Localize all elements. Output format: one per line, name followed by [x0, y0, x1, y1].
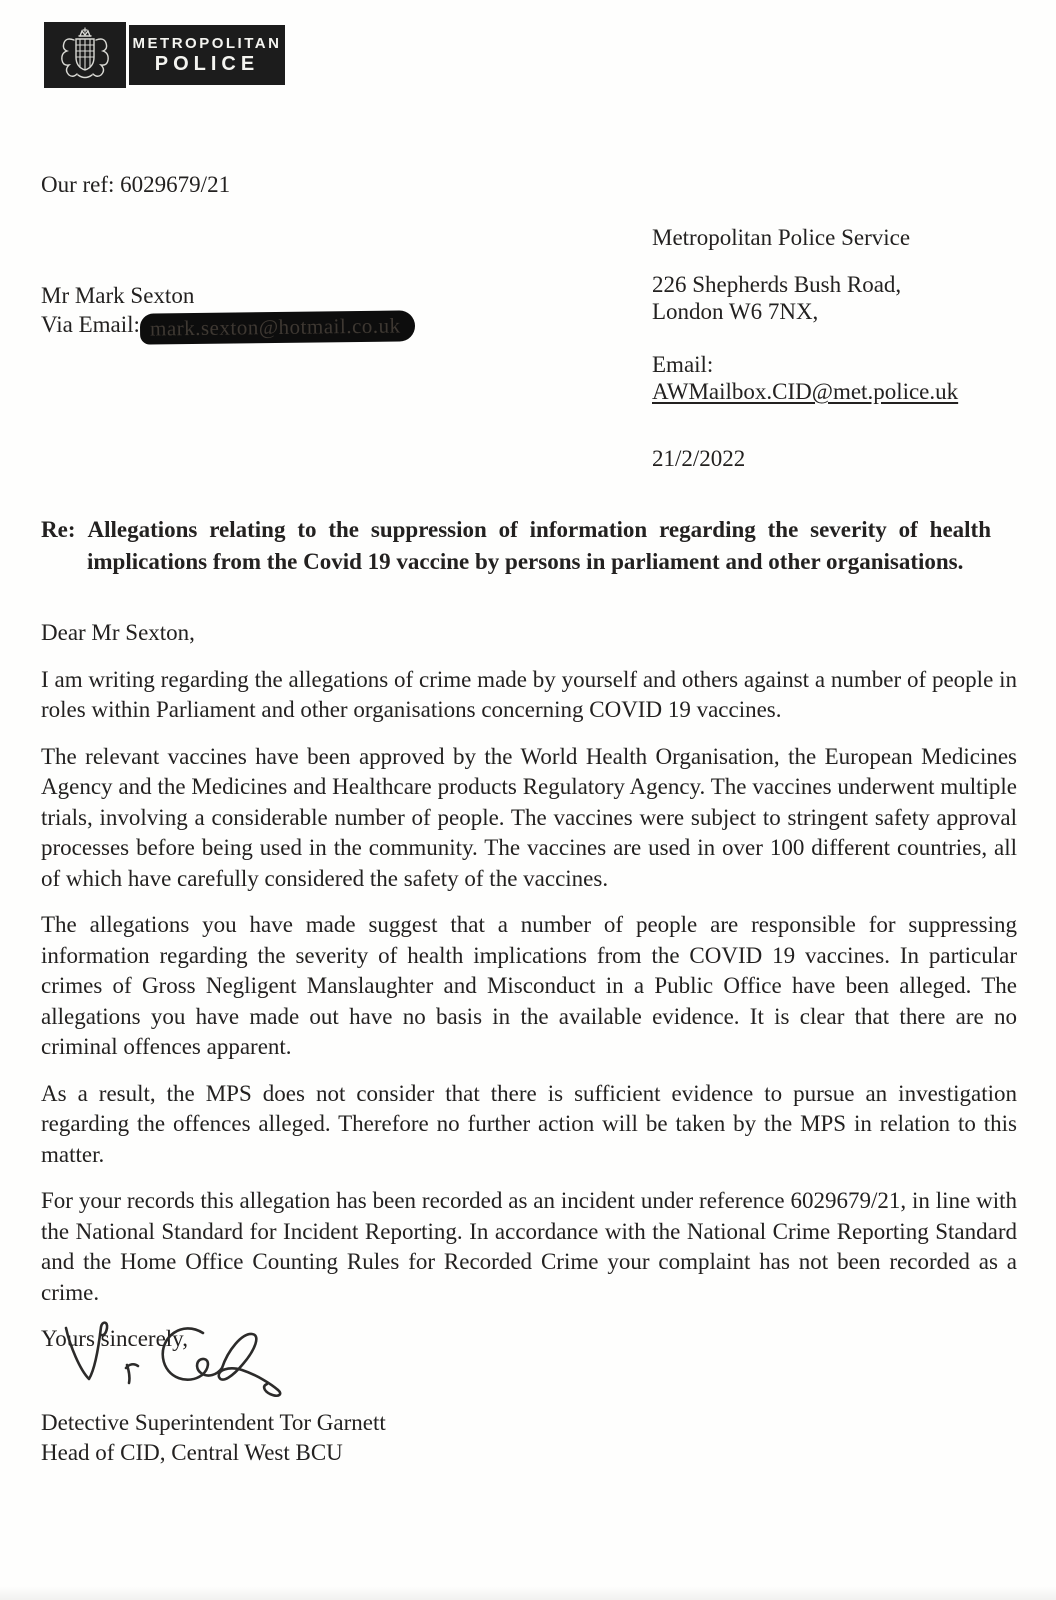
met-police-logo [44, 22, 285, 88]
letter-body [41, 618, 1017, 1371]
recipient-name: Mr Mark Sexton [41, 283, 195, 308]
subject-text: Allegations relating to the suppression of information regarding the severity of health implications from the Covid 19 vaccine by persons in parliament and other organisations. [87, 517, 991, 574]
body-paragraph: As a result, the MPS does not consider that there is sufficient evidence to pursue an investigation regarding the offences alleged. Therefore no further action will be taken by the MPS in relation to this matter. [41, 1080, 1017, 1167]
redaction-bar [140, 310, 415, 344]
logo-metropolitan-label: METROPOLITAN [132, 34, 282, 52]
body-paragraph: For your records this allegation has been recorded as an incident under reference 6029679/21, in line with the National Standard for Incident Reporting. In accordance with the National Crime Reporting Standard and the Home Office Counting Rules for Recorded Crime your complaint has not been recorded as a crime. [41, 1188, 1017, 1305]
body-paragraph: I am writing regarding the allegations of crime made by yourself and others against a number of people in roles within Parliament and other organisations concerning COVID 19 vaccines. [41, 666, 1017, 722]
handwritten-signature-icon [56, 1318, 296, 1404]
signatory-name: Detective Superintendent Tor Garnett [41, 1410, 386, 1435]
recipient-via-email-line [41, 310, 414, 341]
body-paragraph: The relevant vaccines have been approved by the World Health Organisation, the European Medicines Agency and the Medicines and Healthcare products Regulatory Agency. The vaccines underwent multiple trials, involving a considerable number of people. The vaccines were subject to stringent safety approval processes before being used in the community. The vaccines are used in over 100 different countries, all of which have carefully considered the safety of the vaccines. [41, 743, 1017, 891]
sender-name: Metropolitan Police Service [652, 225, 911, 250]
scan-edge-shadow [0, 1586, 1056, 1600]
sender-address-line1: 226 Shepherds Bush Road, [652, 272, 902, 297]
our-ref: Our ref: 6029679/21 [41, 172, 231, 197]
recipient-block [41, 282, 414, 341]
sender-block [652, 224, 958, 405]
subject-prefix: Re: [41, 517, 76, 542]
subject-line [41, 514, 991, 578]
sender-email: AWMailbox.CID@met.police.uk [652, 379, 959, 404]
signatory-block [41, 1408, 386, 1468]
signatory-title: Head of CID, Central West BCU [41, 1440, 343, 1465]
body-paragraph: The allegations you have made suggest that a number of people are responsible for suppressing information regarding the severity of health implications from the COVID 19 vaccines. In particular crimes of Gross Negligent Manslaughter and Misconduct in a Public Office have been alleged. The allegations you have made out have no basis in the available evidence. It is clear that there are no criminal offences apparent. [41, 912, 1017, 1059]
salutation: Dear Mr Sexton, [41, 620, 195, 645]
met-police-logo-text [129, 25, 285, 85]
redacted-email-text: mark.sexton@hotmail.co.uk [149, 313, 401, 341]
sender-address-line2: London W6 7NX, [652, 299, 819, 324]
via-email-label: Via Email: [41, 312, 140, 337]
valediction: Yours sincerely, [41, 1326, 188, 1351]
sender-email-label: Email: [652, 352, 714, 377]
logo-police-label: POLICE [154, 52, 260, 75]
met-police-crest-icon [44, 22, 126, 88]
letter-date: 21/2/2022 [652, 446, 746, 471]
